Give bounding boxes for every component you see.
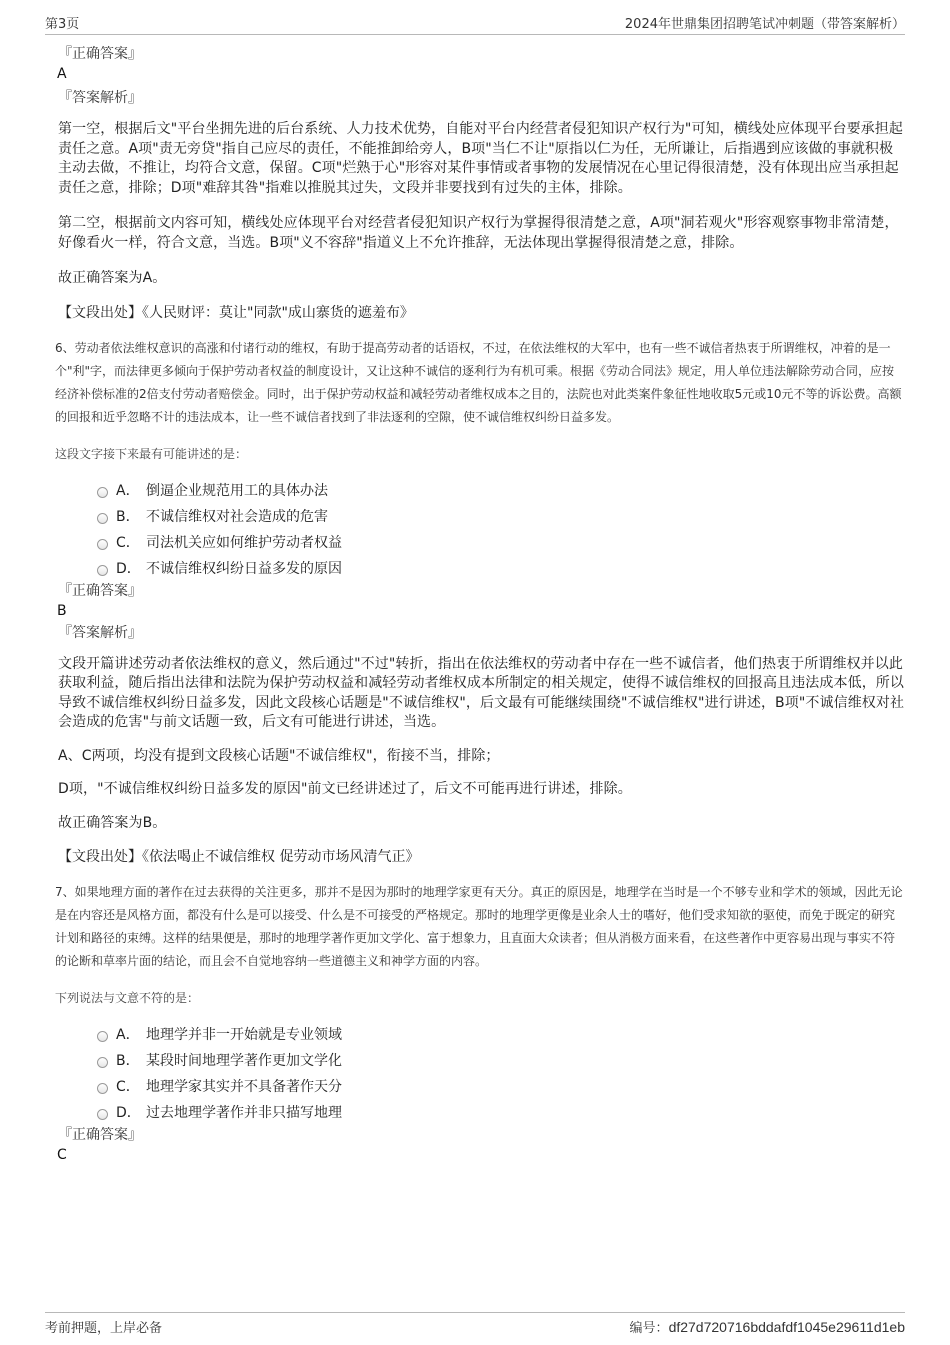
document-title: 2024年世鼎集团招聘笔试冲刺题（带答案解析） bbox=[624, 17, 905, 32]
analysis-label: 『答案解析』 bbox=[58, 90, 142, 106]
radio-button[interactable] bbox=[97, 1109, 108, 1120]
question-7 bbox=[55, 881, 905, 1165]
radio-button[interactable] bbox=[97, 513, 108, 524]
code-label: 编号： bbox=[629, 1320, 669, 1336]
radio-button[interactable] bbox=[97, 1031, 108, 1042]
option-letter: A． bbox=[116, 1027, 140, 1043]
correct-answer-value: C bbox=[57, 1147, 67, 1163]
correct-answer-value: B bbox=[57, 602, 67, 619]
analysis-paragraph: 文段开篇讲述劳动者依法维权的意义，然后通过"不过"转折，指出在依法维权的劳动者中存在一些不诚信者，他们热衷于所谓维权并以此获取利益，随后指出法律和法院为保护劳动权益和减轻劳动者维权成本所制定的相关规定，使得不诚信维权的回报高且违法成本低，所以导致不诚信维权纠纷日益多发，因此文段核心话题是"不诚信维权"，后文最有可能继续围绕"不诚信维权"进行讲述，B项"不诚信维权对社会造成的危害"与前文话题一致，后文有可能进行讲述，当选。 bbox=[58, 655, 905, 730]
analysis-paragraph: 第一空，根据后文"平台坐拥先进的后台系统、人力技术优势，自能对平台内经营者侵犯知识产权行为"可知，横线处应体现平台要承担起责任之意。A项"责无旁贷"指自己应尽的责任，不能推卸给旁人，B项"当仁不让"原指以仁为任，无所谦让，后指遇到应该做的事就积极主动去做，不推让，均符合文意，保留。C项"烂熟于心"形容对某件事情或者事物的发展情况在心里记得很清楚，没有体现出应当承担起责任之意，排除；D项"难辞其咎"指难以推脱其过失，文段并非要找到有过失的主体，排除。 bbox=[58, 121, 903, 196]
radio-button[interactable] bbox=[97, 539, 108, 550]
option-a[interactable] bbox=[97, 1021, 905, 1047]
option-text: 地理学并非一开始就是专业领域 bbox=[146, 1027, 342, 1043]
analysis-paragraph: D项，"不诚信维权纠纷日益多发的原因"前文已经讲述过了，后文不可能再进行讲述，排除。 bbox=[58, 781, 632, 797]
q5-answer-block bbox=[55, 44, 905, 323]
option-text: 某段时间地理学著作更加文学化 bbox=[146, 1053, 342, 1069]
correct-answer-label: 『正确答案』 bbox=[58, 46, 142, 62]
document-code bbox=[630, 1317, 905, 1336]
option-text: 不诚信维权对社会造成的危害 bbox=[146, 508, 328, 525]
page-header bbox=[45, 10, 905, 35]
passage-source: 【文段出处】《依法喝止不诚信维权 促劳动市场风清气正》 bbox=[58, 849, 420, 865]
options-list bbox=[97, 477, 905, 581]
option-letter: D． bbox=[116, 560, 141, 577]
question-6 bbox=[55, 337, 905, 868]
option-a[interactable] bbox=[97, 477, 905, 503]
option-letter: A． bbox=[116, 482, 140, 499]
analysis-conclusion: 故正确答案为B。 bbox=[58, 814, 167, 831]
analysis-paragraph: 第二空，根据前文内容可知，横线处应体现平台对经营者侵犯知识产权行为掌握得很清楚之意，A项"洞若观火"形容观察事物非常清楚，好像看火一样，符合文意，当选。B项"义不容辞"指道义上不允许推辞，无法体现出掌握得很清楚之意，排除。 bbox=[58, 215, 899, 251]
option-d[interactable] bbox=[97, 555, 905, 581]
option-letter: B． bbox=[116, 508, 140, 525]
option-text: 过去地理学著作并非只描写地理 bbox=[146, 1105, 342, 1121]
analysis-paragraph: A、C两项，均没有提到文段核心话题"不诚信维权"，衔接不当，排除； bbox=[58, 747, 500, 764]
option-text: 地理学家其实并不具备著作天分 bbox=[146, 1079, 342, 1095]
question-stem: 7、如果地理方面的著作在过去获得的关注更多，那并不是因为那时的地理学家更有天分。真正的原因是，地理学在当时是一个不够专业和学术的领域，因此无论是在内容还是风格方面，都没有什么是可以接受、什么是不可接受的严格规定。那时的地理学更像是业余人士的嗜好，他们受求知欲的驱使，而免于既定的研究计划和路径的束缚。这样的结果便是，那时的地理学著作更加文学化、富于想象力，且直面大众读者；但从消极方面来看，在这些著作中更容易出现与事实不符的论断和草率片面的结论，而且会不自觉地容纳一些道德主义和神学方面的内容。 bbox=[55, 885, 903, 968]
option-text: 倒逼企业规范用工的具体办法 bbox=[146, 482, 328, 499]
option-text: 不诚信维权纠纷日益多发的原因 bbox=[146, 560, 342, 577]
correct-answer-label: 『正确答案』 bbox=[58, 1127, 142, 1143]
analysis-conclusion: 故正确答案为A。 bbox=[58, 270, 167, 286]
radio-button[interactable] bbox=[97, 1057, 108, 1068]
option-b[interactable] bbox=[97, 1047, 905, 1073]
option-b[interactable] bbox=[97, 503, 905, 529]
option-text: 司法机关应如何维护劳动者权益 bbox=[146, 534, 342, 551]
passage-source: 【文段出处】《人民财评：莫让"同款"成山寨货的遮羞布》 bbox=[58, 304, 414, 321]
correct-answer-label: 『正确答案』 bbox=[58, 582, 142, 599]
option-d[interactable] bbox=[97, 1099, 905, 1125]
question-stem: 6、劳动者依法维权意识的高涨和付诸行动的维权，有助于提高劳动者的话语权，不过，在依法维权的大军中，也有一些不诚信者热衷于所谓维权，冲着的是一个"利"字，而法律更多倾向于保护劳动者权益的制度设计，又让这种不诚信的逐利行为有机可乘。根据《劳动合同法》规定，用人单位违法解除劳动合同，应按经济补偿标准的2倍支付劳动者赔偿金。同时，出于保护劳动权益和减轻劳动者维权成本之目的，法院也对此类案件象征性地收取5元或10元不等的诉讼费。高额的回报和近乎忽略不计的违法成本，让一些不诚信者找到了非法逐利的空隙，使不诚信维权纠纷日益多发。 bbox=[55, 340, 902, 424]
option-letter: C． bbox=[116, 534, 140, 551]
radio-button[interactable] bbox=[97, 487, 108, 498]
option-c[interactable] bbox=[97, 1073, 905, 1099]
page-number: 第3页 bbox=[45, 17, 80, 32]
page-content bbox=[55, 44, 905, 1165]
radio-button[interactable] bbox=[97, 565, 108, 576]
analysis-label: 『答案解析』 bbox=[58, 624, 142, 641]
option-letter: C． bbox=[116, 1079, 140, 1095]
question-prompt: 下列说法与文意不符的是： bbox=[55, 991, 200, 1005]
correct-answer-value: A bbox=[57, 66, 67, 82]
question-prompt: 这段文字接下来最有可能讲述的是： bbox=[55, 446, 248, 461]
option-c[interactable] bbox=[97, 529, 905, 555]
radio-button[interactable] bbox=[97, 1083, 108, 1094]
options-list bbox=[97, 1021, 905, 1125]
code-value: df27d720716bddafdf1045e29611d1eb bbox=[668, 1318, 905, 1335]
option-letter: B． bbox=[116, 1053, 140, 1069]
page-footer bbox=[45, 1312, 905, 1337]
option-letter: D． bbox=[116, 1105, 141, 1121]
footer-slogan: 考前押题，上岸必备 bbox=[45, 1320, 163, 1336]
